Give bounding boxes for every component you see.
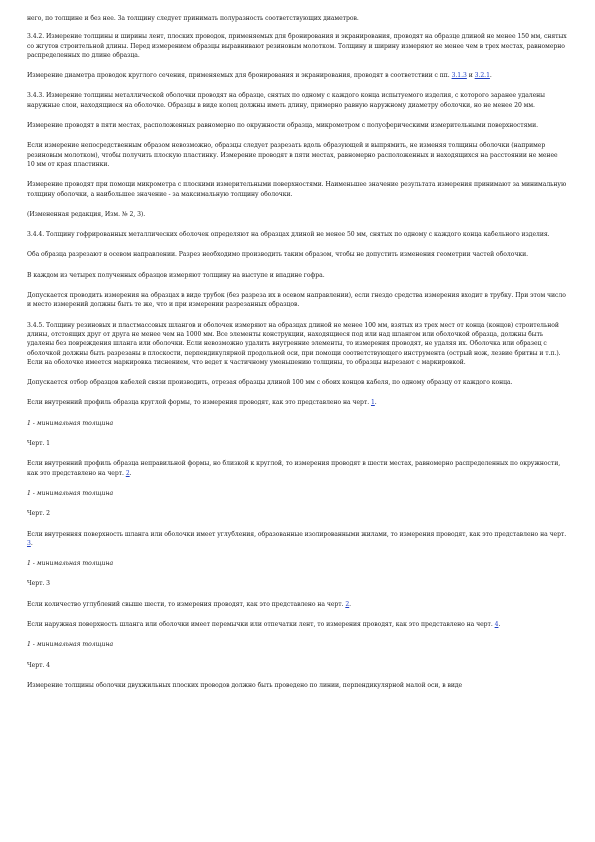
paragraph-text: Черт. 3 bbox=[27, 580, 50, 588]
paragraph-tail: . bbox=[30, 539, 33, 547]
paragraph-text: Если внутренняя поверхность шланга или оболочки имеет углубления, образованные изолированными жилами, то измерения проводят, как это представлено на черт. bbox=[27, 530, 567, 538]
figure-legend bbox=[27, 559, 567, 568]
paragraph bbox=[27, 180, 567, 199]
paragraph-tail: . bbox=[489, 72, 492, 80]
figure-legend bbox=[27, 419, 567, 428]
paragraph bbox=[27, 681, 567, 690]
paragraph bbox=[27, 378, 567, 387]
figure-caption bbox=[27, 509, 567, 518]
paragraph bbox=[27, 250, 567, 259]
paragraph-text: Допускается отбор образцов кабелей связи производить, отрезая образцы длиной 100 мм с обоих концов кабеля, по одному образцу от каждого конца. bbox=[27, 379, 513, 387]
cross-reference-link[interactable]: 3 bbox=[27, 539, 31, 547]
paragraph-text: Если внутренний профиль образца неправильной формы, но близкой к круглой, то измерения проводят в шести местах, равномерно распределенных по окружности, как это представлено на черт. bbox=[27, 460, 561, 477]
figure-legend bbox=[27, 489, 567, 498]
paragraph-text: Если количество углублений свыше шести, то измерения проводят, как это представлено на черт. bbox=[27, 600, 346, 608]
paragraph bbox=[27, 600, 567, 609]
cross-reference-link[interactable]: 1 bbox=[370, 399, 375, 407]
paragraph bbox=[27, 291, 567, 310]
paragraph-text: В каждом из четырех полученных образцов измеряют толщину на выступе и впадине гофра. bbox=[27, 271, 325, 279]
paragraph-text: Черт. 4 bbox=[27, 661, 50, 669]
paragraph-text: 3.4.5. Толщину резиновых и пластмассовых шлангов и оболочек измеряют на образцах длиной не менее 100 мм, взятых из трех мест от конца (концов) строительной длины, отстоящих друг от друга не менее чем на 1000 мм. Все элементы конструкции, находящиеся под или над шлангом или оболочкой образца, должны быть удалены без повреждения шланга или оболочки. Если невозможно удалить внутренние элементы, то измерения проводят, не удаляя их. Оболочка или образец с оболочкой должны быть разрезаны в плоскости, перпендикулярной продольной оси, при помощи соответствующего инструмента (острый нож, лезвие бритвы и т.п.). Если на оболочке имеется маркировка тиснением, что ведет к частичному уменьшению толщины, то образцы вырезают с маркировкой. bbox=[27, 321, 561, 366]
legend-number: 1 - минимальная толщина bbox=[27, 641, 114, 649]
legend-number: 1 - минимальная толщина bbox=[27, 489, 114, 497]
paragraph bbox=[27, 321, 567, 367]
paragraph-text: 3.4.2. Измерение толщины и ширины лент, плоских проводок, применяемых для бронирования и экранирования, проводят на образце длиной не менее 150 мм, снятых со жгутов строительной длины. Перед измерением образцы выравнивают резиновым молотком. Толщину и ширину измеряют не менее чем в трех местах, равномерно распределенных по длине образца. bbox=[27, 33, 567, 59]
paragraph bbox=[27, 210, 567, 219]
cross-reference-link[interactable]: 3.1.3 bbox=[451, 72, 467, 80]
paragraph-text: Допускается проводить измерения на образцах в виде трубок (без разреза их в осевом направлении), если гнездо средства измерения входит в трубку. При этом число и место измерений должны быть те же, что и при измерении разрезанных образцов. bbox=[27, 292, 566, 309]
paragraph bbox=[27, 32, 567, 60]
paragraph bbox=[27, 271, 567, 280]
paragraph-text: Черт. 2 bbox=[27, 510, 50, 518]
paragraph bbox=[27, 91, 567, 110]
paragraph bbox=[27, 71, 567, 80]
figure-legend bbox=[27, 640, 567, 649]
paragraph-text: 3.4.3. Измерение толщины металлической оболочки проводят на образце, снятых по одному с каждого конца испытуемого изделия, с которого заранее удалены наружные слои, находящиеся на оболочке. Образцы в виде колец должны иметь длину, примерно равную наружному диаметру оболочки, но не менее 20 мм. bbox=[27, 92, 545, 109]
paragraph-text: Измерение диаметра проводок круглого сечения, применяемых для бронирования и экранирования, проводят в соответствии с пп. bbox=[27, 72, 452, 80]
paragraph bbox=[27, 141, 567, 169]
paragraph-text: Измерение проводят при помощи микрометра с плоскими измерительными поверхностями. Наименьшее значение результата измерения принимают за минимальную толщину оболочки, а наибольшее значение - за максимальную толщину оболочки. bbox=[27, 181, 567, 198]
paragraph bbox=[27, 530, 567, 549]
figure-caption bbox=[27, 439, 567, 448]
document-body bbox=[27, 14, 567, 690]
paragraph bbox=[27, 620, 567, 629]
paragraph-text: Если внутренний профиль образца круглой формы, то измерения проводят, как это представлено на черт. bbox=[27, 399, 371, 407]
cross-reference-link[interactable]: 4 bbox=[494, 620, 499, 628]
paragraph-text: 3.4.4. Толщину гофрированных металлических оболочек определяют на образцах длиной не менее 50 мм, снятых по одному с каждого конца кабельного изделия. bbox=[27, 231, 550, 239]
paragraph-text: (Измененная редакция, Изм. № 2, 3). bbox=[27, 210, 146, 218]
paragraph-text: Если измерение непосредственным образом невозможно, образцы следует разрезать вдоль образующей и выпрямить, не изменяя толщины оболочки (например резиновым молотком), чтобы получить плоскую пластинку. Измерение проводят в пяти местах, равномерно расположенных и находящихся на расстоянии не менее 10 мм от края пластинки. bbox=[27, 142, 558, 168]
paragraph bbox=[27, 459, 567, 478]
paragraph bbox=[27, 14, 567, 23]
paragraph-text: Если наружная поверхность шланга или оболочки имеет перемычки или отпечатки лент, то измерения проводят, как это представлено на черт. bbox=[27, 620, 495, 628]
figure-caption bbox=[27, 661, 567, 670]
paragraph-tail: . bbox=[129, 469, 132, 477]
paragraph-text: Черт. 1 bbox=[27, 440, 50, 448]
link-separator: и bbox=[466, 72, 475, 80]
paragraph-tail: . bbox=[374, 399, 377, 407]
cross-reference-link[interactable]: 3.2.1 bbox=[474, 72, 490, 80]
paragraph-text: Измерение проводят в пяти местах, расположенных равномерно по окружности образца, микрометром с полусферическими измерительными поверхностями. bbox=[27, 122, 538, 130]
paragraph-text: Измерение толщины оболочки двухжильных плоских проводов должно быть проведено по линии, перпендикулярной малой оси, в виде bbox=[27, 681, 463, 689]
paragraph bbox=[27, 230, 567, 239]
paragraph-text: него, по толщине и без нее. За толщину следует принимать полуразность соответствующих диаметров. bbox=[27, 15, 359, 22]
paragraph bbox=[27, 398, 567, 407]
paragraph bbox=[27, 121, 567, 130]
paragraph-tail: . bbox=[349, 600, 352, 608]
figure-caption bbox=[27, 579, 567, 588]
legend-number: 1 - минимальная толщина bbox=[27, 419, 114, 427]
cross-reference-link[interactable]: 2 bbox=[345, 600, 350, 608]
paragraph-text: Оба образца разрезают в осевом направлении. Разрез необходимо производить таким образом, чтобы не допустить изменения геометрии частей оболочки. bbox=[27, 251, 528, 259]
cross-reference-link[interactable]: 2 bbox=[125, 469, 130, 477]
paragraph-tail: . bbox=[498, 620, 501, 628]
legend-number: 1 - минимальная толщина bbox=[27, 560, 114, 568]
